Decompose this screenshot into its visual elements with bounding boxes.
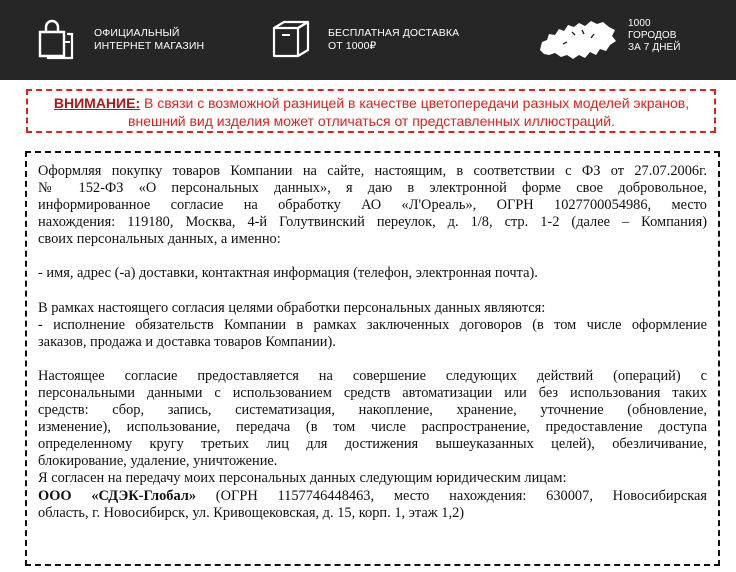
feature-official-store-text: ОФИЦИАЛЬНЫЙ ИНТЕРНЕТ МАГАЗИН xyxy=(94,27,205,52)
consent-purpose-line: - исполнение обязательств Компании в рамках заключенных договоров (в том числе оформление xyxy=(38,316,707,333)
warning-label: ВНИМАНИЕ: xyxy=(53,95,141,111)
consent-p1-line: своих персональных данных, а именно: xyxy=(38,231,281,248)
consent-actions-line: средств: сбор, запись, систематизация, накопление, хранение, уточнение (обновление, xyxy=(38,402,707,419)
company-name: ООО «СДЭК-Глобал» xyxy=(38,487,197,504)
consent-company-address: область, г. Новосибирск, ул. Кривощековская, д. 15, корп. 1, этаж 1,2) xyxy=(38,504,465,521)
header-bar xyxy=(0,0,736,80)
delivery-box-icon xyxy=(268,18,314,62)
consent-company-line xyxy=(38,488,707,505)
consent-transfer-line: Я согласен на передачу моих персональных данных следующим юридическим лицам: xyxy=(38,470,567,487)
consent-purpose-line: заказов, продажа и доставка товаров Компании). xyxy=(38,333,336,350)
consent-p1-line: № 152-ФЗ «О персональных данных», я даю в электронной форме свое добровольное, xyxy=(38,180,707,197)
consent-data-list: - имя, адрес (-а) доставки, контактная информация (телефон, электронная почта). xyxy=(38,265,538,282)
feature-free-delivery-text: БЕСПЛАТНАЯ ДОСТАВКА ОТ 1000₽ xyxy=(328,27,460,52)
consent-actions-line: персональными данными с использованием средств автоматизации или без использования таких xyxy=(38,384,707,401)
consent-p1-line: нахождения: 119180, Москва, 4-й Голутвинский переулок, д. 1/8, стр. 1-2 (далее – Компания) xyxy=(38,214,707,231)
feature-cities-text: 1000 ГОРОДОВ ЗА 7 ДНЕЙ xyxy=(628,18,681,53)
feature-free-delivery xyxy=(268,0,459,80)
russia-map-icon xyxy=(536,14,618,66)
feature-cities xyxy=(536,0,681,80)
feature-official-store xyxy=(34,0,204,80)
color-warning-box xyxy=(26,89,716,133)
personal-data-consent xyxy=(25,151,720,566)
consent-purpose-line: В рамках настоящего согласия целями обработки персональных данных являются: xyxy=(38,299,546,316)
consent-actions-line: Настоящее согласие предоставляется на совершение следующих действий (операций) с xyxy=(38,367,707,384)
consent-p1-line: Оформляя покупку товаров Компании на сайте, настоящим, в соответствии с ФЗ от 27.07.2006г. xyxy=(38,163,707,179)
consent-p1-line: информированное согласие на обработку АО «Л'Ореаль», ОГРН 1027700054986, место xyxy=(38,197,707,214)
consent-actions-line: определенному кругу третьих лиц для достижения вышеуказанных целей), обезличивание, xyxy=(38,436,707,453)
warning-text: В связи с возможной разницей в качестве цветопередачи разных моделей экранов, внешний вид изделия может отличаться от представленных иллюстраций. xyxy=(128,95,690,129)
company-details: (ОГРН 1157746448463, место нахождения: 630007, Новосибирская xyxy=(196,487,707,504)
consent-actions-line: изменение), использование, передача (в том числе распространение, предоставление доступа xyxy=(38,419,707,436)
consent-actions-line: блокирование, удаление, уничтожение. xyxy=(38,453,278,470)
shopping-bag-icon xyxy=(34,18,78,62)
